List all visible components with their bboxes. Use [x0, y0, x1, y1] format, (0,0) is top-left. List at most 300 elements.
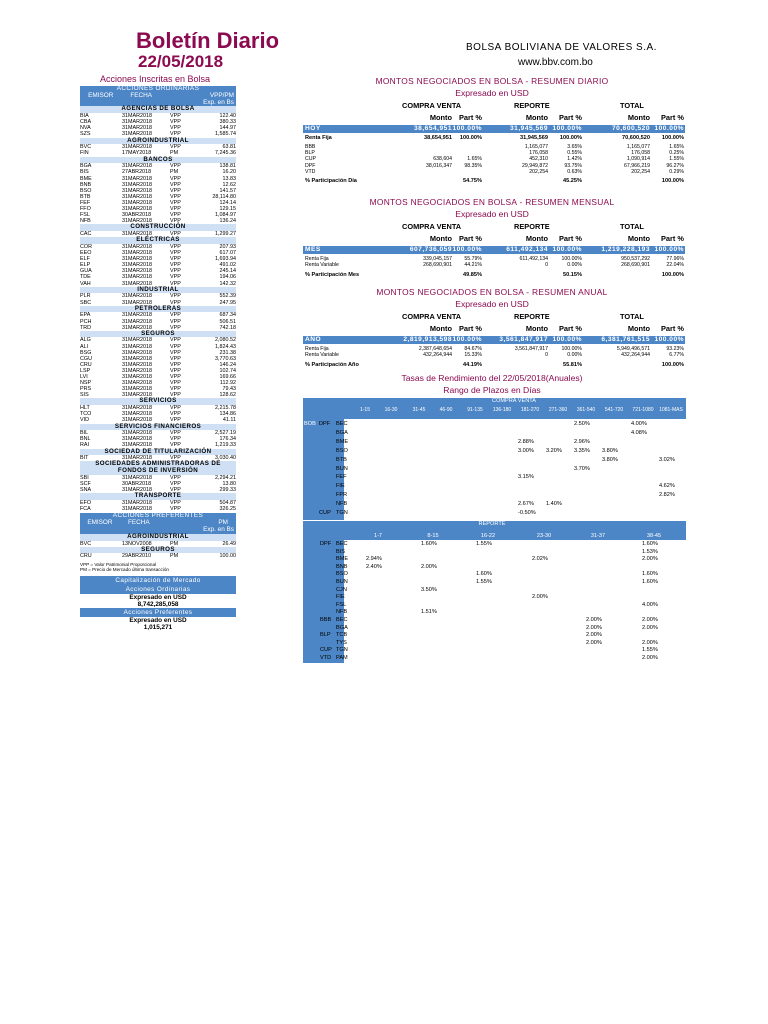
- rep-col-header: 16-22: [480, 533, 496, 539]
- emisor-code: ELP: [80, 262, 91, 269]
- emisor-code: ELF: [80, 256, 90, 263]
- valor: 194.06: [219, 274, 236, 281]
- tipo: VPP: [170, 250, 181, 257]
- anual-participacion-label: % Participación Año: [305, 362, 359, 369]
- mensual-value: 268,690,901: [423, 262, 452, 269]
- emisor-code: SBC: [80, 299, 92, 306]
- cv-rate: 3.80%: [602, 447, 618, 454]
- cap-ord-exp: Expresado en USD: [80, 594, 236, 601]
- rep-col-header: 23-30: [536, 533, 552, 539]
- emisor-code: SZS: [80, 131, 91, 138]
- fecha: 31MAR2018: [122, 262, 152, 269]
- diario-header-total: TOTAL: [620, 101, 644, 110]
- emisor-code: TCO: [80, 411, 92, 418]
- anual-col-header: Monto: [429, 324, 452, 333]
- emisor-code: SCF: [80, 481, 91, 488]
- diario-value: 1.65%: [669, 144, 684, 150]
- valor: 1,299.27: [215, 231, 236, 238]
- tipo: VPP: [170, 218, 181, 225]
- cv-rate: 2.96%: [574, 438, 590, 445]
- cv-rate: 3.15%: [518, 474, 534, 481]
- ordinarias-section-header: BANCOS: [80, 157, 236, 164]
- emisor-code: BSO: [80, 187, 92, 194]
- rep-emisor: FIE: [336, 594, 345, 601]
- diario-rf-label: Renta Fija: [305, 135, 332, 141]
- cv-rate: 3.80%: [602, 456, 618, 463]
- diario-instrument: VTD: [305, 168, 316, 175]
- rep-col-header: 38-45: [646, 533, 662, 539]
- valor: 687.34: [219, 312, 236, 319]
- website-link[interactable]: www.bbv.com.bo: [518, 57, 593, 68]
- tipo: VPP: [170, 187, 181, 194]
- valor: 63.81: [222, 144, 236, 151]
- tipo: VPP: [170, 349, 181, 356]
- valor: 102.74: [219, 367, 236, 374]
- tipo: PM: [170, 169, 179, 176]
- emisor-code: BME: [80, 175, 92, 182]
- fecha: 31MAR2018: [122, 299, 152, 306]
- cv-rate: 3.00%: [518, 447, 534, 454]
- diario-col-header: Part %: [660, 113, 684, 122]
- rep-rate: 2.00%: [642, 655, 658, 661]
- diario-value: 176,058: [529, 150, 548, 157]
- cv-rate: 4.00%: [631, 421, 647, 427]
- diario-rf-value: 100.00%: [459, 135, 482, 141]
- diario-value: 1,165,077: [524, 144, 548, 150]
- tipo: VPP: [170, 361, 181, 368]
- tipo: VPP: [170, 299, 181, 306]
- mensual-value: 268,690,901: [621, 262, 650, 269]
- cv-col-header: 541-720: [604, 407, 624, 413]
- rep-rate: 1.55%: [476, 579, 492, 585]
- diario-rf-value: 70,600,520: [622, 135, 650, 141]
- emisor-code: LVI: [80, 374, 88, 381]
- fecha: 31MAR2018: [122, 206, 152, 212]
- ordinarias-section-header: AGROINDUSTRIAL: [80, 138, 236, 145]
- anual-header-compra-venta: COMPRA VENTA: [402, 312, 462, 321]
- rep-title: REPORTE: [478, 521, 506, 527]
- cv-rate: 3.35%: [574, 447, 590, 454]
- ordinarias-section-header: AGENCIAS DE BOLSA: [80, 106, 236, 113]
- anual-main-value: 6,381,761,515: [601, 336, 650, 343]
- emisor-code: SNA: [80, 487, 92, 494]
- rep-instrumento: BLP: [320, 632, 331, 639]
- diario-value: 1,165,077: [626, 144, 650, 150]
- fecha: 13NOV2008: [122, 540, 152, 547]
- tipo: VPP: [170, 436, 181, 443]
- cv-emisor: BGA: [336, 429, 348, 436]
- fecha: 31MAR2018: [122, 405, 152, 412]
- diario-header-compra-venta: COMPRA VENTA: [402, 101, 462, 110]
- diario-col-header: Part %: [558, 113, 582, 122]
- tipo: VPP: [170, 199, 181, 206]
- preferentes-row: [80, 553, 236, 559]
- fecha: 29ABR2010: [122, 553, 152, 560]
- cv-emisor: BSO: [336, 447, 348, 454]
- valor: 247.95: [219, 299, 236, 306]
- mensual-participacion-label: % Participación Mes: [305, 272, 360, 279]
- fecha: 31MAR2018: [122, 392, 152, 399]
- mensual-col-header: Part %: [660, 234, 684, 243]
- anual-main-value: 3,561,847,917: [499, 336, 548, 343]
- anual-value: 6.77%: [669, 352, 684, 359]
- ordinarias-section-header: SERVICIOS FINANCIEROS: [80, 424, 236, 431]
- fecha: 17MAY2018: [122, 150, 152, 157]
- fecha: 31MAR2018: [122, 199, 152, 206]
- valor: 26.49: [222, 540, 236, 547]
- emisor-code: EPA: [80, 312, 91, 319]
- rep-rate: 2.40%: [366, 563, 382, 570]
- cap-pref-label: Acciones Preferentes: [80, 608, 236, 617]
- rep-rate: 2.00%: [642, 617, 658, 623]
- valor: 1,084.97: [215, 212, 236, 219]
- fecha: 31MAR2018: [122, 312, 152, 319]
- cv-col-header: 91-135: [467, 407, 483, 413]
- tasas-subtitle: Rango de Plazos en Días: [443, 385, 541, 395]
- mensual-value: 100.00%: [561, 256, 582, 262]
- fecha: 31MAR2018: [122, 250, 152, 257]
- diario-value: 38,016,347: [426, 162, 452, 169]
- anual-main-label: AÑO: [305, 336, 322, 343]
- valor: 3,770.63: [215, 355, 236, 362]
- valor: 1,585.74: [215, 131, 236, 138]
- mensual-value: 44.21%: [464, 262, 482, 269]
- tipo: VPP: [170, 324, 181, 331]
- ordinarias-section-header: SOCIEDAD DE TITULARIZACIÓN: [80, 449, 236, 456]
- tipo: VPP: [170, 475, 181, 482]
- note-vpp: VPP = Valor Patrimonial Proporcional: [80, 561, 157, 567]
- rep-instrumento: DPF: [320, 541, 332, 547]
- fecha: 31MAR2018: [122, 163, 152, 170]
- valor: 326.25: [219, 506, 236, 513]
- col-fecha: FECHA: [130, 91, 153, 99]
- diario-participacion-label: % Participación Día: [305, 178, 357, 184]
- fecha: 31MAR2018: [122, 343, 152, 350]
- tipo: VPP: [170, 386, 181, 393]
- valor: 13.80: [222, 481, 236, 488]
- emisor-code: ALI: [80, 343, 89, 350]
- diario-rf-value: 38,654,951: [424, 135, 452, 141]
- ordinarias-section-header: SOCIEDADES ADMINISTRADORAS DE FONDOS DE INVERSIÓN: [80, 461, 236, 475]
- cv-rate: 2.88%: [518, 438, 534, 445]
- rep-rate: 2.00%: [586, 624, 602, 631]
- diario-col-header: Monto: [429, 113, 452, 122]
- emisor-code: FSL: [80, 212, 90, 219]
- diario-value: 0.55%: [567, 150, 582, 157]
- rep-rate: 2.00%: [642, 639, 658, 646]
- cv-emisor: BEC: [336, 421, 348, 427]
- tipo: VPP: [170, 355, 181, 362]
- preferentes-section-header: SEGUROS: [80, 547, 236, 554]
- cap-title: Capitalización de Mercado: [80, 576, 236, 585]
- emisor-code: LSP: [80, 367, 91, 374]
- mensual-main-value: 1,219,228,193: [601, 246, 650, 253]
- mensual-title: MONTOS NEGOCIADOS EN BOLSA - RESUMEN MENSUAL: [369, 197, 615, 207]
- col-vpp: VPP/PM: [209, 91, 234, 99]
- fecha: 31MAR2018: [122, 386, 152, 393]
- diario-value: 3.65%: [567, 144, 582, 150]
- emisor-code: FEF: [80, 199, 91, 206]
- diario-col-header: Part %: [458, 113, 482, 122]
- mensual-header-reporte: REPORTE: [514, 222, 550, 231]
- mensual-col-header: Monto: [429, 234, 452, 243]
- cv-rate: 4.08%: [631, 429, 647, 436]
- diario-value: 1.55%: [669, 156, 684, 163]
- anual-main-value: 2,819,913,598: [403, 336, 452, 343]
- tipo: VPP: [170, 181, 181, 188]
- mensual-value: 339,045,157: [423, 256, 452, 262]
- tipo: VPP: [170, 417, 181, 424]
- emisor-code: FIN: [80, 150, 89, 157]
- fecha: 31MAR2018: [122, 268, 152, 275]
- tipo: VPP: [170, 405, 181, 412]
- rep-rate: 2.00%: [586, 639, 602, 646]
- diario-value: 452,310: [529, 156, 548, 163]
- emisor-code: BNL: [80, 436, 91, 443]
- col-exp: Exp. en Bs: [203, 525, 234, 533]
- valor: 136.24: [219, 218, 236, 225]
- fecha: 31MAR2018: [122, 417, 152, 424]
- mensual-main-value: 611,492,134: [506, 246, 548, 253]
- emisor-code: CAC: [80, 231, 92, 238]
- valor: 491.02: [219, 262, 236, 269]
- emisor-code: PRS: [80, 386, 92, 393]
- mensual-main-value: 100.00%: [452, 246, 482, 253]
- valor: 506.51: [219, 318, 236, 325]
- rep-col-header: 8-15: [427, 533, 439, 539]
- emisor-code: PCH: [80, 318, 92, 325]
- cv-col-header: 181-270: [520, 407, 540, 413]
- fecha: 31MAR2018: [122, 144, 152, 151]
- tipo: VPP: [170, 274, 181, 281]
- ordinarias-section-header: CONSTRUCCIÓN: [80, 224, 236, 231]
- ordinarias-section-header: INDUSTRIAL: [80, 287, 236, 294]
- diario-value: 93.75%: [564, 162, 582, 169]
- rep-col-header: 1-7: [373, 533, 383, 539]
- mensual-expressed: Expresado en USD: [455, 209, 529, 219]
- diario-col-header: Monto: [627, 113, 650, 122]
- anual-part-cv: 44.19%: [463, 362, 482, 369]
- rep-header-bar: [344, 528, 686, 540]
- fecha: 31MAR2018: [122, 318, 152, 325]
- cv-col-header: 1081-MAS: [659, 407, 683, 413]
- valor: 129.15: [219, 206, 236, 212]
- valor: 28,114.80: [212, 193, 236, 200]
- valor: 7,245.36: [215, 150, 236, 157]
- cv-rate: 2.50%: [574, 421, 590, 427]
- fecha: 31MAR2018: [122, 436, 152, 443]
- diario-main-value: 70,600,520: [611, 125, 650, 132]
- valor: 100.00: [219, 553, 236, 560]
- fecha: 27ABR2018: [122, 169, 152, 176]
- fecha: 31MAR2018: [122, 293, 152, 300]
- fecha: 31MAR2018: [122, 411, 152, 418]
- diario-rf-value: 31,945,569: [520, 135, 548, 141]
- anual-value: 3,561,847,917: [514, 346, 548, 352]
- tipo: VPP: [170, 380, 181, 387]
- tipo: VPP: [170, 268, 181, 275]
- fecha: 31MAR2018: [122, 119, 152, 126]
- diario-main-value: 100.00%: [452, 125, 482, 132]
- diario-value: 0.63%: [567, 168, 582, 175]
- valor: 552.39: [219, 293, 236, 300]
- bulletin-title: Boletín Diario: [136, 28, 280, 53]
- valor: 504.87: [219, 500, 236, 507]
- cv-col-header: 721-1080: [632, 407, 654, 413]
- diario-value: 1,090,914: [626, 156, 650, 163]
- tipo: VPP: [170, 144, 181, 151]
- cv-rate: 3.02%: [659, 456, 675, 463]
- valor: 1,824.43: [215, 343, 236, 350]
- cv-emisor: FIE: [336, 483, 345, 490]
- cv-rate: 3.70%: [574, 465, 590, 472]
- tipo: VPP: [170, 343, 181, 350]
- emisor-code: BIS: [80, 169, 89, 176]
- valor: 245.14: [219, 268, 236, 275]
- fecha: 31MAR2018: [122, 500, 152, 507]
- emisor-code: CBA: [80, 119, 92, 126]
- cv-col-header: 1-15: [359, 407, 370, 413]
- emisor-code: FCA: [80, 506, 91, 513]
- rep-rate: 1.55%: [476, 541, 492, 547]
- valor: 146.24: [219, 361, 236, 368]
- diario-instrument: DPF: [305, 162, 316, 169]
- valor: 134.86: [219, 411, 236, 418]
- rep-emisor: BME: [336, 556, 349, 563]
- bulletin-date: 22/05/2018: [138, 52, 224, 71]
- diario-main-value: 38,654,951: [413, 125, 452, 132]
- emisor-code: NVA: [80, 125, 91, 132]
- cv-rate: 1.40%: [546, 501, 562, 508]
- mensual-part-rep: 50.15%: [563, 272, 582, 279]
- diario-part-rep: 45.25%: [563, 178, 582, 184]
- diario-title: MONTOS NEGOCIADOS EN BOLSA - RESUMEN DIARIO: [375, 76, 609, 86]
- ordinarias-section-header: SERVICIOS: [80, 398, 236, 405]
- tipo: VPP: [170, 125, 181, 132]
- rep-instrumento: CUP: [320, 647, 332, 654]
- anual-value: 84.67%: [464, 346, 482, 352]
- rep-emisor: PAM: [336, 655, 348, 661]
- fecha: 31MAR2018: [122, 337, 152, 344]
- diario-value: 98.35%: [464, 162, 482, 169]
- tipo: VPP: [170, 293, 181, 300]
- valor: 742.18: [219, 324, 236, 331]
- rep-rate: 2.02%: [532, 556, 548, 563]
- mensual-main-value: 100.00%: [552, 246, 582, 253]
- anual-part-total: 100.00%: [661, 362, 684, 369]
- rep-emisor: FSL: [336, 601, 347, 608]
- emisor-code: RAI: [80, 442, 89, 449]
- mensual-col-header: Part %: [558, 234, 582, 243]
- ordinarias-section-header: SEGUROS: [80, 331, 236, 338]
- rep-emisor: BSO: [336, 571, 348, 578]
- tipo: VPP: [170, 212, 181, 219]
- tipo: VPP: [170, 392, 181, 399]
- valor: 142.32: [219, 280, 236, 287]
- rep-rate: 1.51%: [421, 609, 437, 616]
- emisor-code: FFO: [80, 206, 91, 212]
- rep-top-bar: [344, 521, 686, 528]
- ordinarias-title: ACCIONES ORDINARIAS: [80, 86, 236, 93]
- diario-instrument: CUP: [305, 156, 316, 163]
- anual-value: 432,264,944: [621, 352, 650, 359]
- fecha: 31MAR2018: [122, 455, 152, 462]
- fecha: 31MAR2018: [122, 367, 152, 374]
- valor: 122.40: [219, 113, 236, 120]
- rep-rate: 1.60%: [421, 541, 437, 547]
- rep-rate: 2.00%: [642, 624, 658, 631]
- mensual-value: 55.79%: [464, 256, 482, 262]
- rep-rate: 1.60%: [642, 571, 658, 578]
- tipo: VPP: [170, 374, 181, 381]
- cap-pref-value: 1,015,271: [80, 624, 236, 631]
- tipo: PM: [170, 150, 179, 157]
- valor: 79.43: [222, 386, 236, 393]
- anual-value: 15.33%: [464, 352, 482, 359]
- left-heading: Acciones Inscritas en Bolsa: [100, 74, 211, 84]
- cv-instrumento: DPF: [319, 421, 331, 427]
- fecha: 31MAR2018: [122, 181, 152, 188]
- anual-expressed: Expresado en USD: [455, 299, 529, 309]
- rep-rate: 4.00%: [642, 601, 658, 608]
- diario-rf-value: 100.00%: [559, 135, 582, 141]
- anual-title: MONTOS NEGOCIADOS EN BOLSA - RESUMEN ANUAL: [376, 287, 608, 297]
- diario-value: 67,966,219: [624, 162, 650, 169]
- tipo: VPP: [170, 243, 181, 250]
- mensual-value: 22.04%: [666, 262, 684, 269]
- valor: 124.14: [219, 199, 236, 206]
- emisor-code: NSP: [80, 380, 92, 387]
- rep-instrumento: BBB: [320, 617, 332, 623]
- rep-emisor: BNB: [336, 563, 348, 570]
- preferentes-title: ACCIONES PREFERENTES: [80, 513, 236, 520]
- rep-rate: 2.94%: [366, 556, 382, 563]
- cv-emisor: FEF: [336, 474, 347, 481]
- emisor-code: BGA: [80, 163, 92, 170]
- diario-value: 202,254: [529, 168, 548, 175]
- valor: 138.81: [219, 163, 236, 170]
- rep-emisor: BEC: [336, 541, 348, 547]
- cap-ord-label: Acciones Ordinarias: [80, 585, 236, 594]
- mensual-main-value: 607,736,059: [409, 246, 452, 253]
- fecha: 31MAR2018: [122, 380, 152, 387]
- mensual-value: 0: [545, 262, 548, 269]
- rep-instrumento: VTD: [320, 655, 332, 661]
- rep-emisor: BIS: [336, 548, 346, 555]
- anual-instrument: Renta Fija: [305, 346, 329, 352]
- rep-col-header: 31-37: [590, 533, 606, 539]
- tipo: VPP: [170, 411, 181, 418]
- diario-part-cv: 54.75%: [463, 178, 482, 184]
- valor: 207.93: [219, 243, 236, 250]
- mensual-value: 611,492,134: [519, 256, 548, 262]
- rep-emisor: BEC: [336, 617, 348, 623]
- cv-emisor: BME: [336, 438, 349, 445]
- cv-title: COMPRA VENTA: [491, 398, 537, 404]
- organization-name: BOLSA BOLIVIANA DE VALORES S.A.: [466, 42, 657, 53]
- valor: 144.97: [219, 125, 236, 132]
- valor: 12.62: [222, 181, 236, 188]
- emisor-code: BVC: [80, 144, 92, 151]
- tipo: VPP: [170, 280, 181, 287]
- col-pm: PM: [218, 519, 228, 527]
- emisor-code: EFO: [80, 500, 92, 507]
- tipo: VPP: [170, 455, 181, 462]
- diario-value: 0.29%: [669, 168, 684, 175]
- tipo: VPP: [170, 231, 181, 238]
- valor: 3,030.40: [215, 455, 236, 462]
- emisor-code: EEO: [80, 250, 92, 257]
